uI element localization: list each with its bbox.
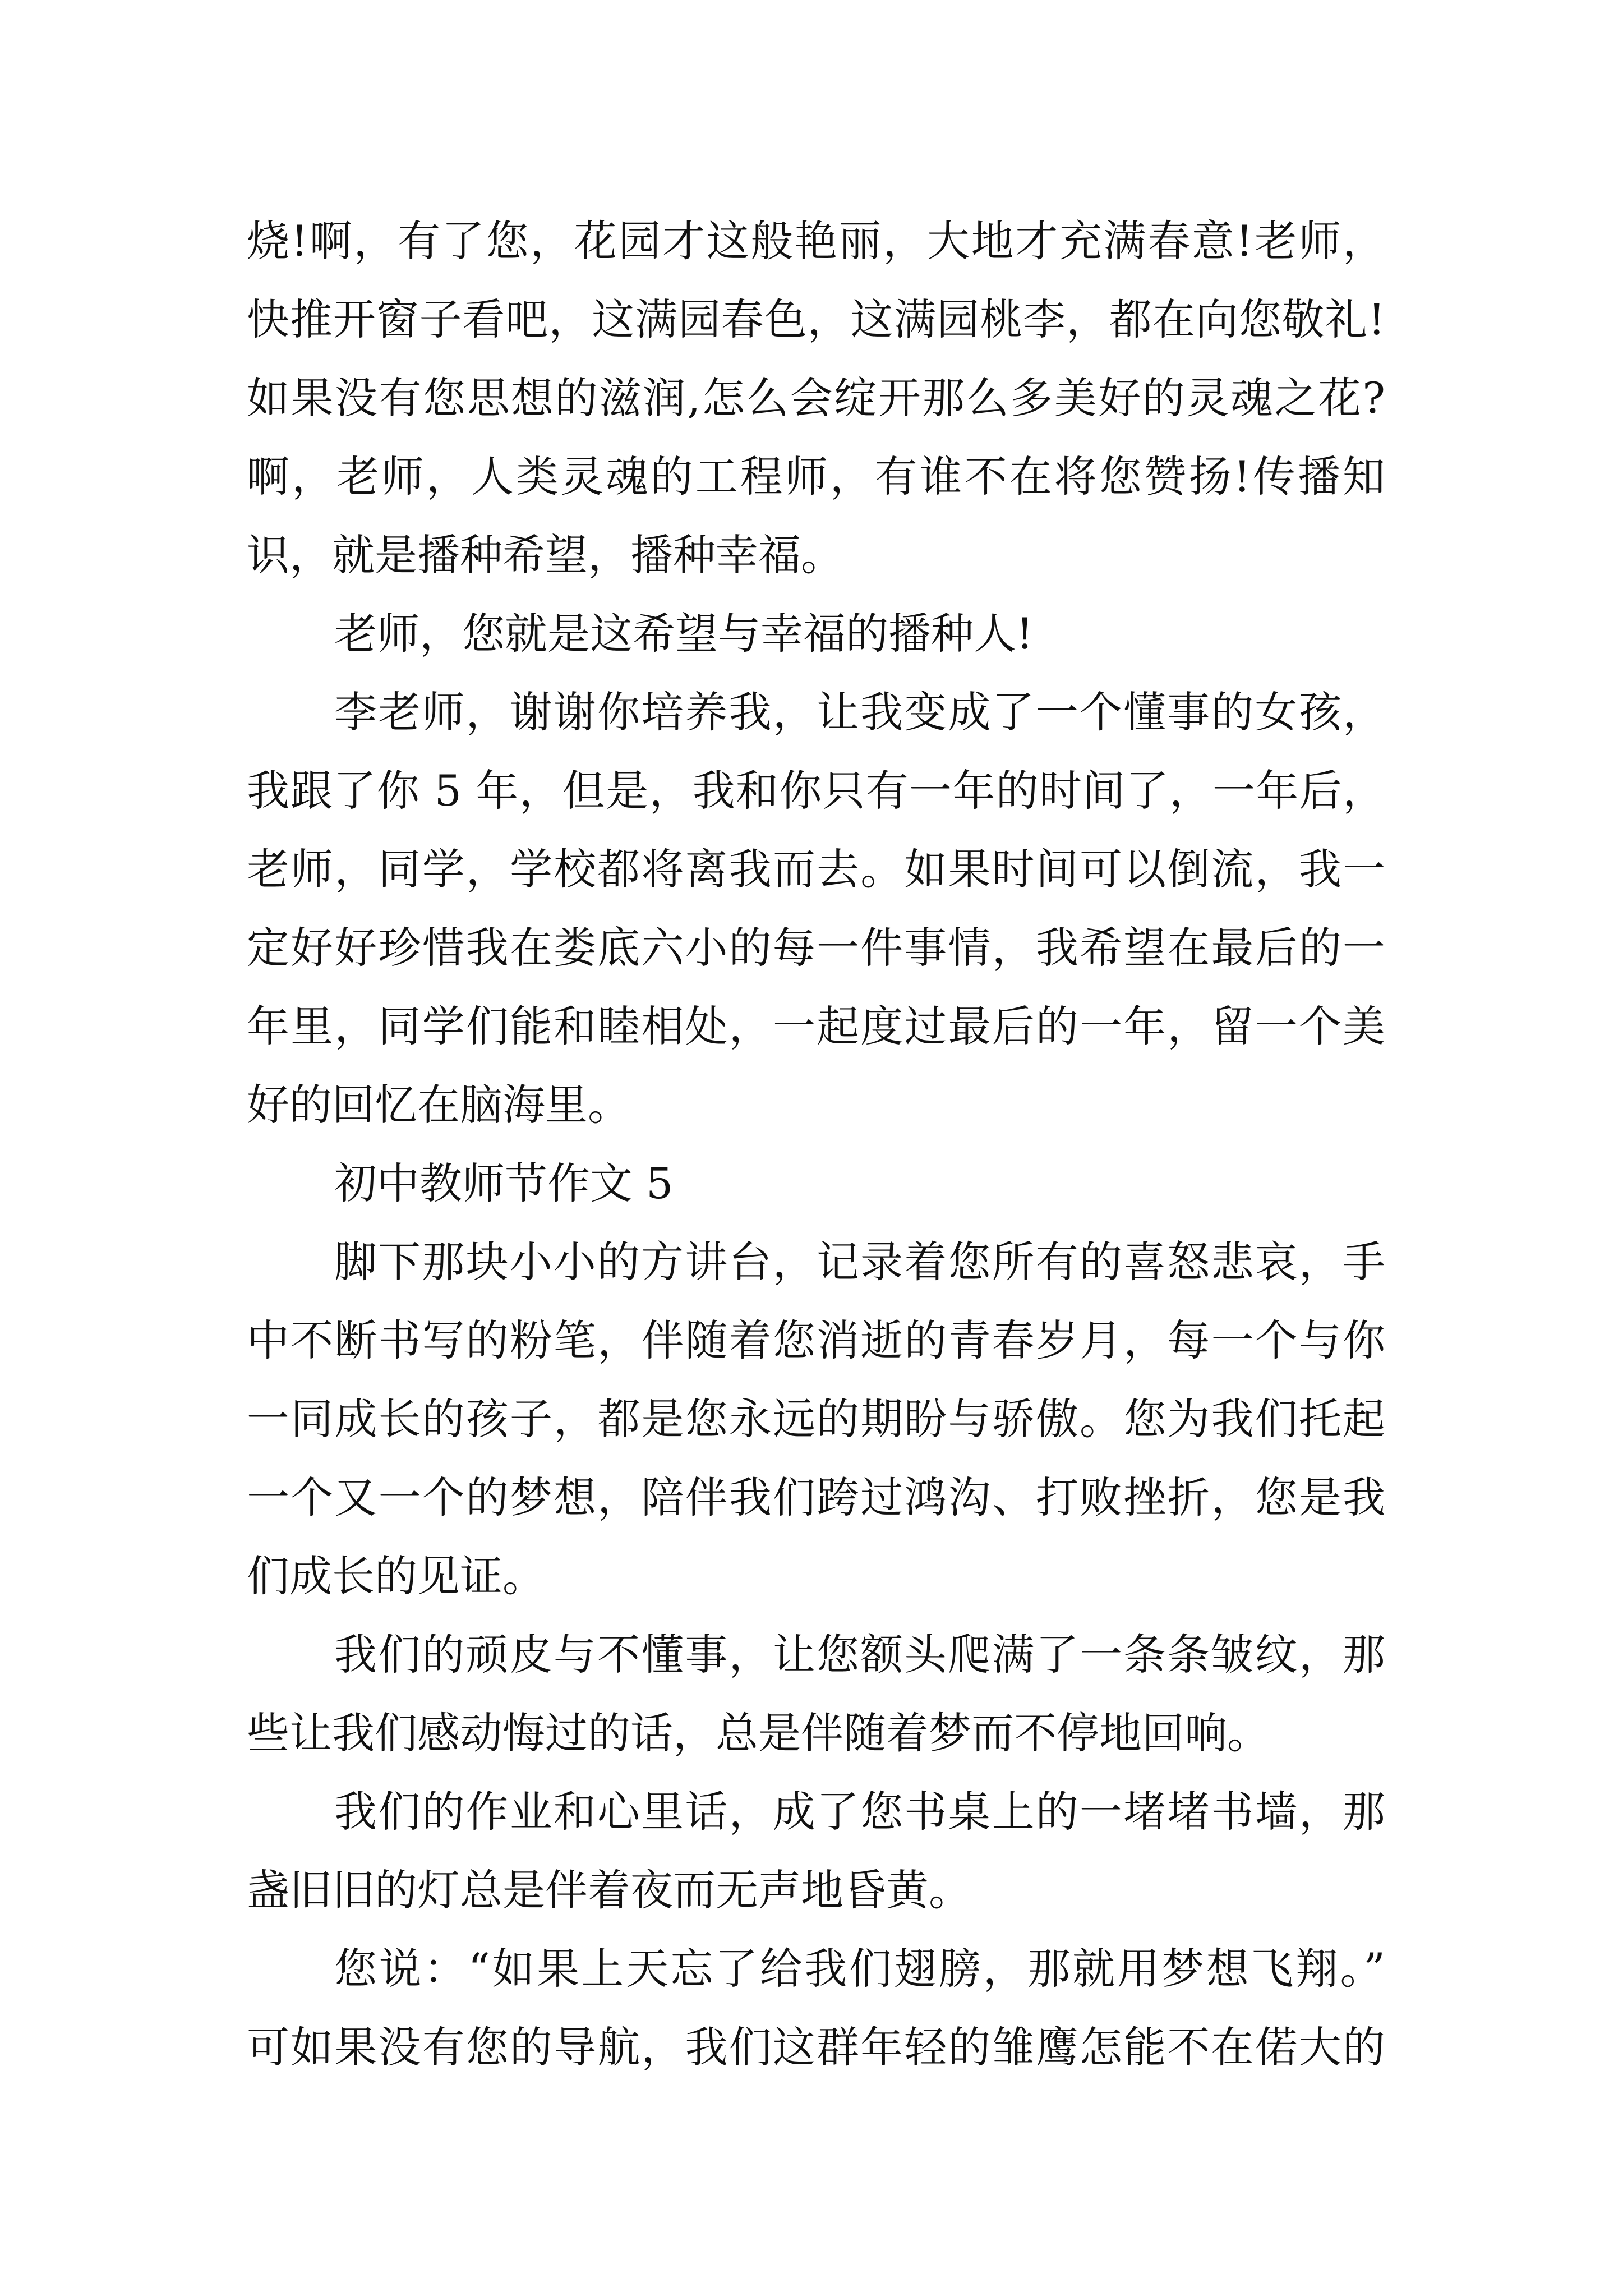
text-line: 些让我们感动悔过的话，总是伴随着梦而不停地回响。: [247, 1708, 1270, 1758]
text-line: 啊，老师，人类灵魂的工程师，有谁不在将您赞扬!传播知: [247, 452, 1385, 501]
text-line: 一同成长的孩子，都是您永远的期盼与骄傲。您为我们托起: [247, 1394, 1385, 1444]
text-line: 如果没有您思想的滋润,怎么会绽开那么多美好的灵魂之花?: [247, 373, 1385, 423]
text-line: 老师，同学，学校都将离我而去。如果时间可以倒流，我一: [247, 844, 1385, 894]
text-line: 初中教师节作文 5: [334, 1158, 674, 1208]
text-line: 您说：“如果上天忘了给我们翅膀，那就用梦想飞翔。”: [334, 1944, 1385, 1994]
text-line: 好的回忆在脑海里。: [247, 1080, 630, 1130]
text-line: 老师，您就是这希望与幸福的播种人!: [334, 609, 1034, 659]
text-line: 脚下那块小小的方讲台，记录着您所有的喜怒悲哀，手: [334, 1237, 1385, 1287]
text-line: 我们的顽皮与不懂事，让您额头爬满了一条条皱纹，那: [334, 1630, 1385, 1680]
text-line: 可如果没有您的导航，我们这群年轻的雏鹰怎能不在偌大的: [247, 2022, 1385, 2072]
text-line: 年里，同学们能和睦相处，一起度过最后的一年，留一个美: [247, 1001, 1385, 1051]
document-body: [247, 202, 1385, 2087]
text-line: 识，就是播种希望，播种幸福。: [247, 530, 843, 580]
text-line: 我跟了你 5 年，但是，我和你只有一年的时间了，一年后，: [247, 766, 1385, 816]
text-line: 我们的作业和心里话，成了您书桌上的一堵堵书墙，那: [334, 1787, 1385, 1837]
text-line: 李老师，谢谢你培养我，让我变成了一个懂事的女孩，: [334, 687, 1385, 737]
text-line: 们成长的见证。: [247, 1551, 545, 1601]
text-line: 一个又一个的梦想，陪伴我们跨过鸿沟、打败挫折，您是我: [247, 1473, 1385, 1522]
text-line: 快推开窗子看吧，这满园春色，这满园桃李，都在向您敬礼!: [247, 295, 1385, 344]
text-line: 中不断书写的粉笔，伴随着您消逝的青春岁月，每一个与你: [247, 1315, 1385, 1365]
text-line: 盏旧旧的灯总是伴着夜而无声地昏黄。: [247, 1865, 971, 1915]
text-line: 烧!啊，有了您，花园才这般艳丽，大地才充满春意!老师，: [247, 216, 1385, 266]
text-line: 定好好珍惜我在娄底六小的每一件事情，我希望在最后的一: [247, 923, 1385, 973]
